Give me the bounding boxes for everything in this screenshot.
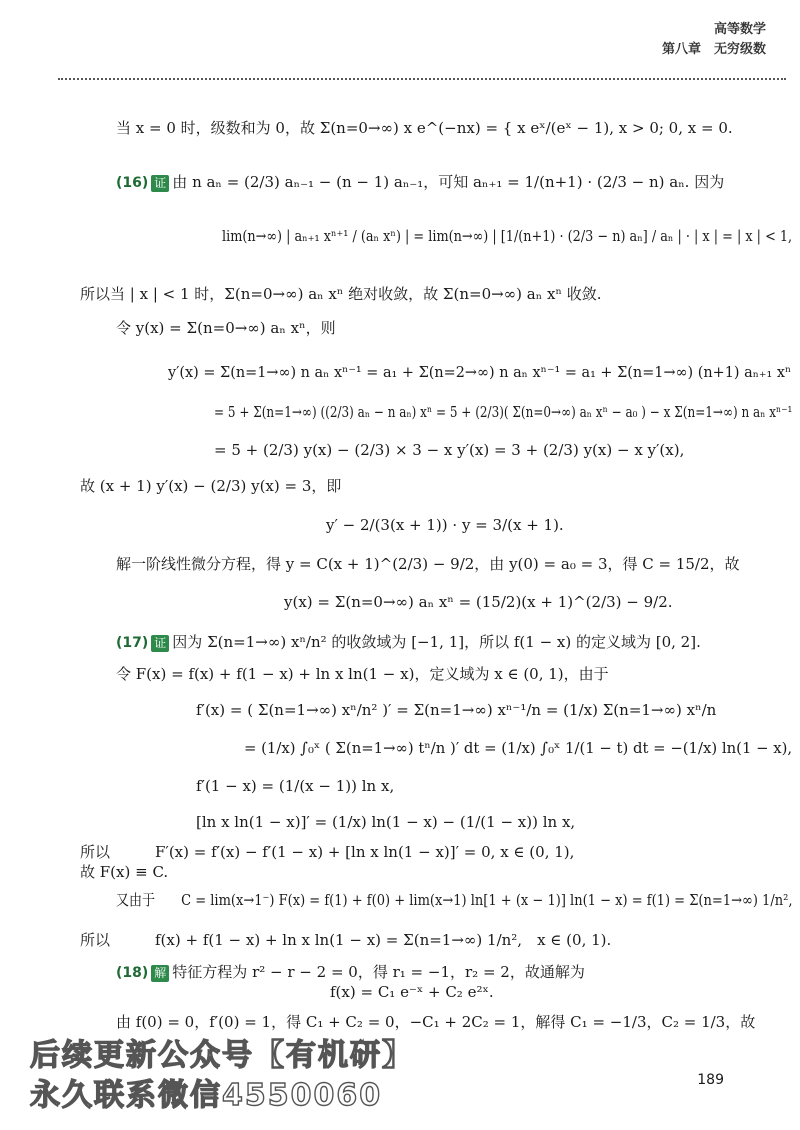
formula-line: f′(x) = ( Σ(n=1→∞) xⁿ/n² )′ = Σ(n=1→∞) xⁿ⁻¹/n = (1/x) Σ(n=1→∞) xⁿ/n <box>196 701 717 719</box>
watermark-line-2: 永久联系微信4550060 <box>30 1078 383 1113</box>
proof-badge: 证 <box>151 175 169 192</box>
formula-line: y′(x) = Σ(n=1→∞) n aₙ xⁿ⁻¹ = a₁ + Σ(n=2→∞) n aₙ xⁿ⁻¹ = a₁ + Σ(n=1→∞) (n+1) aₙ₊₁ xⁿ <box>168 363 792 381</box>
text-line: 令 y(x) = Σ(n=0→∞) aₙ xⁿ，则 <box>116 319 336 337</box>
watermark-line-1: 后续更新公众号【有机研】 <box>30 1038 414 1073</box>
text-line: 故 (x + 1) y′(x) − (2/3) y(x) = 3，即 <box>80 477 342 495</box>
problem-18-line: (18) 解 特征方程为 r² − r − 2 = 0，得 r₁ = −1，r₂ = 2，故通解为 <box>116 963 585 981</box>
formula-line: f′(1 − x) = (1/(x − 1)) ln x, <box>196 777 395 795</box>
proof-badge: 证 <box>151 635 169 652</box>
formula-line: = 5 + Σ(n=1→∞) ((2/3) aₙ − n aₙ) xⁿ = 5 + (2/3)( Σ(n=0→∞) aₙ xⁿ − a₀ ) − x Σ(n=1→∞) n aₙ xⁿ⁻¹ <box>214 403 793 421</box>
chapter-title: 第八章 无穷级数 <box>661 42 766 57</box>
problem-number: (17) <box>116 635 149 651</box>
text-line: 令 F(x) = f(x) + f(1 − x) + ln x ln(1 − x)，定义域为 x ∈ (0, 1)，由于 <box>116 665 609 683</box>
formula-line: lim(n→∞) | aₙ₊₁ xⁿ⁺¹ / (aₙ xⁿ) | = lim(n→∞) | [1/(n+1) · (2/3 − n) aₙ] / aₙ | · | x | = | x | < 1, <box>222 227 793 245</box>
formula-line: [ln x ln(1 − x)]′ = (1/x) ln(1 − x) − (1/(1 − x)) ln x, <box>196 813 576 831</box>
solution-badge: 解 <box>151 965 169 982</box>
page-number: 189 <box>697 1072 724 1088</box>
text-line: 所以 F′(x) = f′(x) − f′(1 − x) + [ln x ln(1 − x)]′ = 0, x ∈ (0, 1), <box>80 843 575 861</box>
text-line: 当 x = 0 时，级数和为 0，故 Σ(n=0→∞) x e^(−nx) = { x eˣ/(eˣ − 1), x > 0; 0, x = 0. <box>116 119 733 137</box>
formula-line: y′ − 2/(3(x + 1)) · y = 3/(x + 1). <box>326 516 564 534</box>
formula-line: = 5 + (2/3) y(x) − (2/3) × 3 − x y′(x) = 3 + (2/3) y(x) − x y′(x), <box>214 441 685 459</box>
formula-line: 又由于 C = lim(x→1⁻) F(x) = f(1) + f(0) + lim(x→1) ln[1 + (x − 1)] ln(1 − x) = f(1) = Σ(n=1→∞) 1/n², <box>116 891 793 909</box>
problem-17-line: (17) 证 因为 Σ(n=1→∞) xⁿ/n² 的收敛域为 [−1, 1]，所以 f(1 − x) 的定义域为 [0, 2]. <box>116 633 701 651</box>
text-line: 所以当 | x | < 1 时，Σ(n=0→∞) aₙ xⁿ 绝对收敛，故 Σ(n=0→∞) aₙ xⁿ 收敛. <box>80 285 602 303</box>
formula-line: y(x) = Σ(n=0→∞) aₙ xⁿ = (15/2)(x + 1)^(2/3) − 9/2. <box>284 593 673 611</box>
problem-16-line: (16) 证 由 n aₙ = (2/3) aₙ₋₁ − (n − 1) aₙ₋₁，可知 aₙ₊₁ = 1/(n+1) · (2/3 − n) aₙ. 因为 <box>116 173 725 191</box>
page-header <box>662 20 766 60</box>
text-line: 故 F(x) ≡ C. <box>80 863 169 881</box>
book-title: 高等数学 <box>713 22 766 37</box>
problem-number: (18) <box>116 965 149 981</box>
text-line: 由 f(0) = 0，f′(0) = 1，得 C₁ + C₂ = 0，−C₁ + 2C₂ = 1，解得 C₁ = −1/3，C₂ = 1/3，故 <box>116 1013 756 1031</box>
formula-line: = (1/x) ∫₀ˣ ( Σ(n=1→∞) tⁿ/n )′ dt = (1/x) ∫₀ˣ 1/(1 − t) dt = −(1/x) ln(1 − x), <box>244 739 793 757</box>
header-divider <box>58 78 786 80</box>
formula-line: 所以 f(x) + f(1 − x) + ln x ln(1 − x) = Σ(n=1→∞) 1/n², x ∈ (0, 1). <box>80 931 612 949</box>
formula-line: f(x) = C₁ e⁻ˣ + C₂ e²ˣ. <box>330 983 494 1001</box>
text-line: 解一阶线性微分方程，得 y = C(x + 1)^(2/3) − 9/2，由 y(0) = a₀ = 3，得 C = 15/2，故 <box>116 555 740 573</box>
problem-number: (16) <box>116 175 149 191</box>
